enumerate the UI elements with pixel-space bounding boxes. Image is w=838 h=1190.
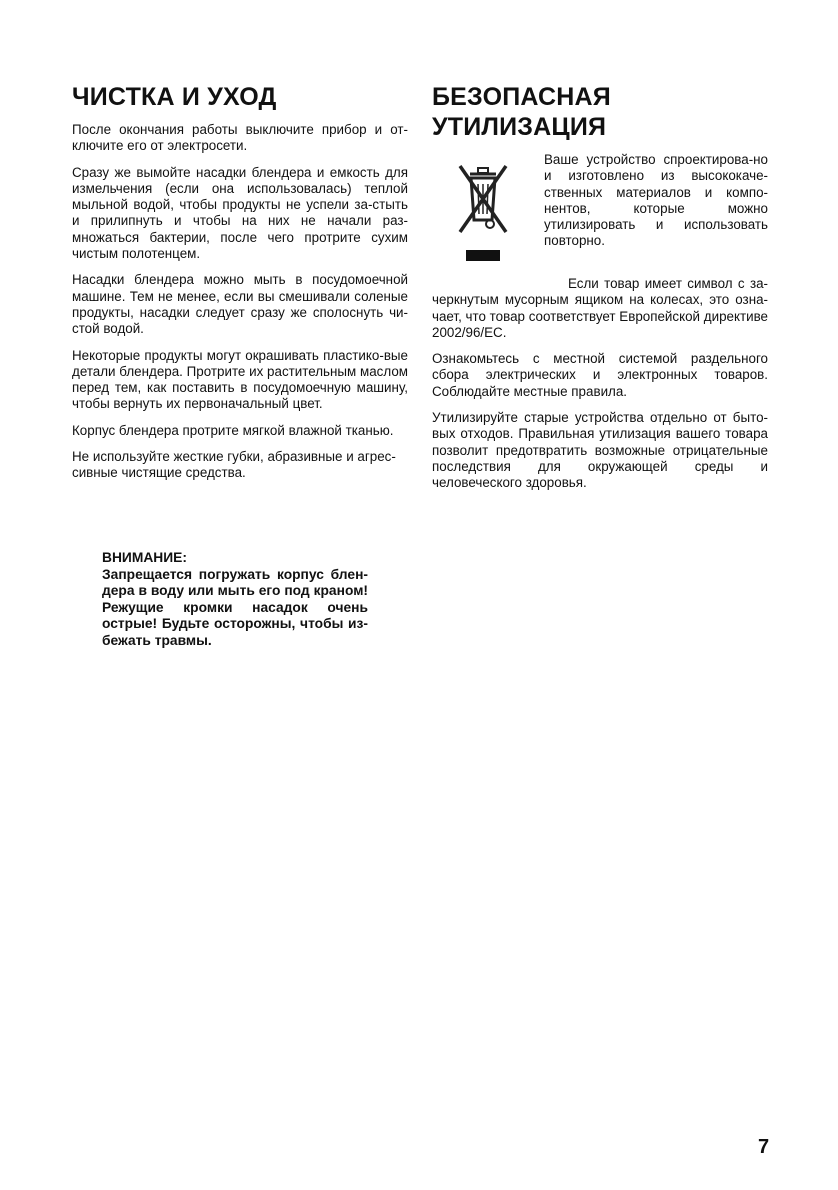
disposal-paragraph-1: Ваше устройство спроектирова-но и изготовлено из высококаче-ственных материалов и компо-нентов, которые можно утилизировать и использовать повторно.: [544, 152, 768, 249]
warning-title: ВНИМАНИЕ:: [102, 550, 187, 565]
disposal-paragraph-4: Утилизируйте старые устройства отдельно от быто-вых отходов. Правильная утилизация вашего товара позволит предотвратить возможные отрицательные последствия для окружающей среды и человеческого здоровья.: [432, 410, 768, 491]
page-number: 7: [758, 1136, 770, 1158]
cleaning-paragraph-1: После окончания работы выключите прибор и от-ключите его от электросети.: [72, 122, 408, 154]
cleaning-paragraph-6: Не используйте жесткие губки, абразивные и агрес-сивные чистящие средства.: [72, 449, 396, 481]
disposal-title: БЕЗОПАСНАЯ УТИЛИЗАЦИЯ: [432, 83, 611, 141]
disposal-paragraph-2: Если товар имеет символ с за-черкнутым мусорным ящиком на колесах, это озна-чает, что товар соответствует Европейской директиве 2002/96/EC.: [432, 276, 768, 340]
cleaning-paragraph-5: Корпус блендера протрите мягкой влажной тканью.: [72, 422, 394, 438]
cleaning-title: ЧИСТКА И УХОД: [72, 83, 277, 111]
cleaning-section: [72, 82, 408, 492]
cleaning-paragraph-2: Сразу же вымойте насадки блендера и емкость для измельчения (если она использовалась) теплой мыльной водой, чтобы продукты не успели за-стыть и прилипнуть и чтобы на них не начали раз-множаться бактерии, после чего протрите сухим чистым полотенцем.: [72, 164, 408, 262]
warning-text: Запрещается погружать корпус блен-дера в воду или мыть его под краном! Режущие кромки насадок очень острые! Будьте осторожны, чтобы из-бежать травмы.: [102, 566, 368, 648]
cleaning-paragraph-4: Некоторые продукты могут окрашивать пластико-вые детали блендера. Протрите их растительным маслом перед тем, как поставить в посудомоечную машину, чтобы вернуть их первоначальный цвет.: [72, 347, 408, 412]
cleaning-paragraph-3: Насадки блендера можно мыть в посудомоечной машине. Тем не менее, если вы смешивали соленые продукты, насадки следует сразу же сполоснуть чи-стой водой.: [72, 272, 408, 337]
warning-block: [102, 550, 368, 649]
disposal-section: [432, 82, 768, 502]
crossed-bin-icon: [432, 154, 532, 274]
disposal-paragraph-3: Ознакомьтесь с местной системой раздельного сбора электрических и электронных товаров. Соблюдайте местные правила.: [432, 351, 768, 399]
